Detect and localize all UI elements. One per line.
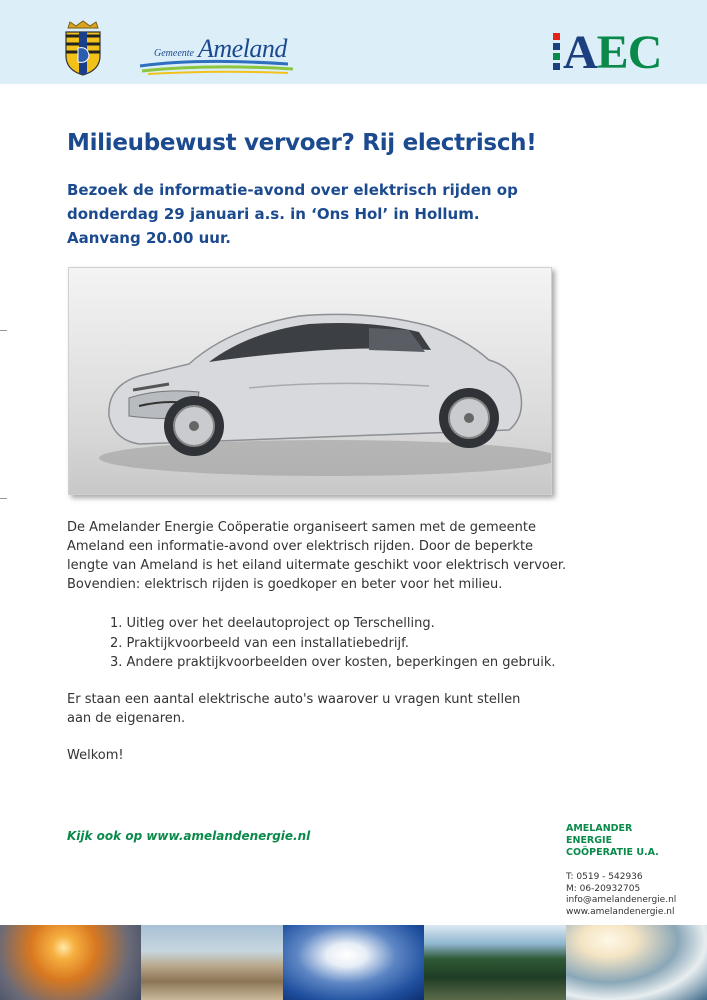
waves-photo <box>566 925 707 1000</box>
sky-clouds-photo <box>283 925 424 1000</box>
list-item: 3. Andere praktijkvoorbeelden over kosten, beperkingen en gebruik. <box>110 655 556 670</box>
sunset-photo <box>0 925 141 1000</box>
page-title: Milieubewust vervoer? Rij electrisch! <box>67 130 537 156</box>
cars-paragraph: Er staan een aantal elektrische auto's waarover u vragen kunt stellen aan de eigenaren. <box>67 692 521 726</box>
org-name: AMELANDER ENERGIE COÖPERATIE U.A. <box>566 823 659 858</box>
electric-car-photo <box>68 267 552 495</box>
event-subtitle: Bezoek de informatie-avond over elektrisch rijden op donderdag 29 januari a.s. in ‘Ons Hol’ in Hollum. Aanvang 20.00 uur. <box>67 181 518 247</box>
gemeente-label: Gemeente <box>154 48 194 59</box>
photo-strip <box>0 925 707 1000</box>
contact-details <box>566 872 676 918</box>
ameland-crest-icon <box>62 20 104 76</box>
website-link[interactable]: Kijk ook op www.amelandenergie.nl <box>67 829 311 843</box>
car-image <box>69 268 551 494</box>
header-band <box>0 0 707 84</box>
intro-paragraph: De Amelander Energie Coöperatie organiseert samen met de gemeente Ameland een informatie-avond over elektrisch rijden. Door de beperkte lengte van Ameland is het eiland uitermate geschikt voor elektrisch vervoer. Bovendien: elektrisch rijden is goedkoper en beter voor het milieu. <box>67 520 567 592</box>
list-item: 2. Praktijkvoorbeeld van een installatiebedrijf. <box>110 635 409 651</box>
program-list <box>110 614 556 673</box>
aec-logo: AEC <box>553 31 693 79</box>
mobile: M: 06-20932705 <box>566 883 641 894</box>
crop-mark <box>0 498 7 499</box>
website-url[interactable]: www.amelandenergie.nl <box>566 906 675 917</box>
welcome-text: Welkom! <box>67 748 124 763</box>
aec-bars-icon <box>553 33 560 75</box>
gemeente-ameland-logo <box>138 34 298 76</box>
list-item: 1. Uitleg over het deelautoproject op Terschelling. <box>110 616 435 631</box>
ameland-label: Ameland <box>198 34 287 63</box>
phone: T: 0519 - 542936 <box>566 872 643 882</box>
forest-photo <box>424 925 565 1000</box>
dunes-photo <box>141 925 282 1000</box>
email-link[interactable]: info@amelandenergie.nl <box>566 895 677 905</box>
crop-mark <box>0 330 7 331</box>
